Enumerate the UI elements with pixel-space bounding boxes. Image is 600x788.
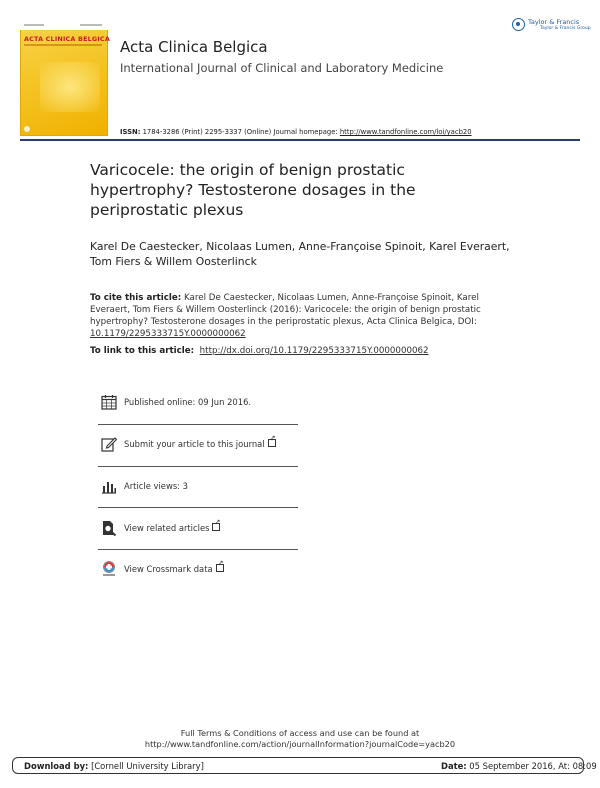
date-value: 05 September 2016, At: 08:09 [466,761,597,771]
taylor-francis-logo [512,18,591,34]
crossmark-link[interactable] [124,564,224,574]
meta-divider [98,549,298,550]
issn-label: ISSN: [120,128,141,136]
downloaded-by [24,761,204,771]
external-link-icon [212,523,220,531]
article-authors: Karel De Caestecker, Nicolaas Lumen, Anne-Françoise Spinoit, Karel Everaert, Tom Fiers & Willem Oosterlinck [90,240,510,268]
link-label: To link to this article: [90,346,195,356]
journal-subtitle: International Journal of Clinical and Laboratory Medicine [120,61,444,75]
bar-chart-icon [101,478,117,494]
downloaded-by-value: [Cornell University Library] [88,761,204,771]
download-date [441,761,597,771]
submit-article-label: Submit your article to this journal [124,439,265,449]
related-search-icon [101,520,117,536]
calendar-icon [101,394,117,410]
crossmark-label: View Crossmark data [124,564,213,574]
cover-title: ACTA CLINICA BELGICA [24,35,110,43]
external-link-icon [268,439,276,447]
submit-article-row[interactable] [98,432,298,464]
published-online-text: Published online: 09 Jun 2016. [124,397,252,407]
article-title: Varicocele: the origin of benign prostatic hypertrophy? Testosterone dosages in the periprostatic plexus [90,161,416,219]
header-divider [20,139,580,141]
meta-divider [98,424,298,425]
publisher-group: Taylor & Francis Group [540,26,591,31]
date-label: Date: [441,761,467,771]
related-articles-label: View related articles [124,523,210,533]
journal-cover-image [20,22,108,136]
link-block [90,345,510,357]
citation-block [90,292,510,340]
external-link-icon [216,564,224,572]
downloaded-by-label: Download by: [24,761,89,771]
terms-url-link[interactable]: http://www.tandfonline.com/action/journalInformation?journalCode=yacb20 [144,739,456,749]
cite-doi-link[interactable]: 10.1179/2295333715Y.0000000062 [90,329,246,339]
journal-title: Acta Clinica Belgica [120,38,268,56]
journal-homepage-link[interactable]: http://www.tandfonline.com/loi/yacb20 [339,128,472,136]
related-articles-link[interactable] [124,523,220,533]
edit-icon [101,436,117,452]
cite-label: To cite this article: [90,293,182,303]
article-doi-link[interactable]: http://dx.doi.org/10.1179/2295333715Y.0000000062 [199,346,429,356]
publisher-logo-icon [512,18,525,31]
issn-text: 1784-3286 (Print) 2295-3337 (Online) Journal homepage: [140,128,340,136]
submit-article-link[interactable] [124,439,276,449]
published-row [98,390,298,422]
issn-line [120,128,472,136]
crossmark-icon [101,561,117,577]
footer-terms [0,728,600,750]
meta-divider [98,466,298,467]
related-articles-row[interactable] [98,516,298,548]
cite-text: Karel De Caestecker, Nicolaas Lumen, Anne-Françoise Spinoit, Karel Everaert, Tom Fiers & Willem Oosterlinck (2016): Varicocele: the origin of benign prostatic hypertrophy? Testosterone dosages in the periprostatic plexus, Acta Clinica Belgica, DOI: [90,293,481,327]
crossmark-row[interactable] [98,557,298,589]
publisher-name: Taylor & Francis [528,18,580,26]
terms-line: Full Terms & Conditions of access and use can be found at [180,728,420,738]
meta-divider [98,507,298,508]
article-views-row [98,474,298,506]
article-views-text: Article views: 3 [124,481,188,491]
